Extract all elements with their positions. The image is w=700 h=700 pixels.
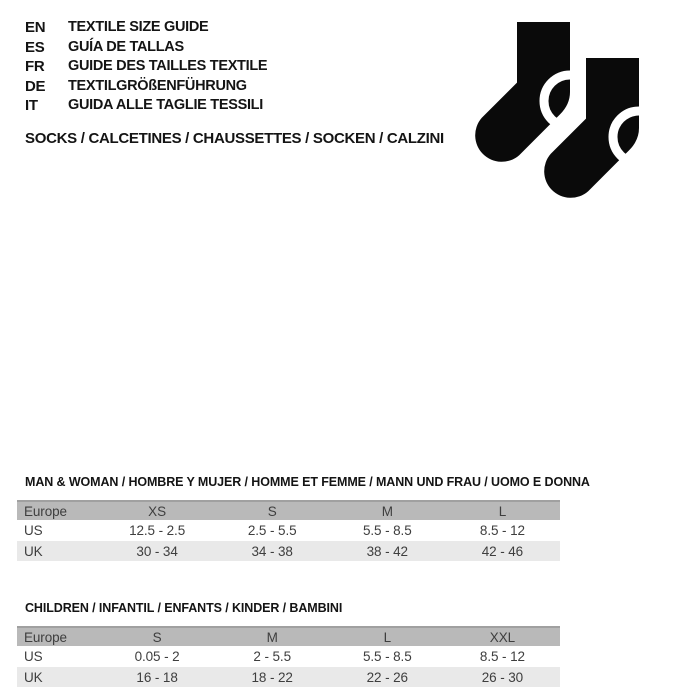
header-cell-s: S xyxy=(267,503,277,519)
language-row-en xyxy=(25,18,267,38)
table-row-uk xyxy=(17,541,560,561)
language-code: FR xyxy=(25,58,45,76)
category-title: SOCKS / CALCETINES / CHAUSSETTES / SOCKEN / CALZINI xyxy=(25,130,444,147)
language-list xyxy=(25,18,267,116)
language-title: TEXTILE SIZE GUIDE xyxy=(68,19,209,35)
header-cell-region: Europe xyxy=(24,503,67,519)
children-table-title: CHILDREN / INFANTIL / ENFANTS / KINDER / BAMBINI xyxy=(25,601,343,615)
socks-icon xyxy=(470,16,670,216)
table-row-us xyxy=(17,646,560,667)
man-woman-table-title: MAN & WOMAN / HOMBRE Y MUJER / HOMME ET FEMME / MANN UND FRAU / UOMO E DONNA xyxy=(25,475,590,489)
header-cell-l: L xyxy=(498,503,507,519)
children-section xyxy=(17,601,560,687)
region-cell: US xyxy=(24,523,43,538)
size-cell: 34 - 38 xyxy=(251,543,293,559)
language-row-de xyxy=(25,77,267,97)
children-size-table xyxy=(17,626,560,687)
language-code: EN xyxy=(25,19,46,36)
size-cell: 2 - 5.5 xyxy=(253,649,291,664)
header-cell-m: M xyxy=(266,629,278,645)
language-title: GUÍA DE TALLAS xyxy=(68,38,184,55)
size-cell: 30 - 34 xyxy=(136,543,178,559)
table-header-row xyxy=(17,626,560,646)
header-cell-m: M xyxy=(381,503,393,519)
language-row-fr xyxy=(25,57,267,77)
language-code: ES xyxy=(25,38,45,56)
language-title: GUIDE DES TAILLES TEXTILE xyxy=(68,58,268,75)
size-cell: 26 - 30 xyxy=(481,669,524,685)
language-row-it xyxy=(25,96,267,116)
size-cell: 22 - 26 xyxy=(366,669,408,685)
table-header-row xyxy=(17,500,560,520)
language-row-es xyxy=(25,38,267,58)
table-row-us xyxy=(17,520,560,541)
region-cell: UK xyxy=(24,543,43,559)
header-cell-s: S xyxy=(152,629,162,645)
size-cell: 0.05 - 2 xyxy=(134,649,180,664)
man-woman-section xyxy=(17,475,590,561)
size-cell: 38 - 42 xyxy=(366,543,408,559)
language-title: GUIDA ALLE TAGLIE TESSILI xyxy=(68,97,263,114)
language-title: TEXTILGRÖßENFÜHRUNG xyxy=(68,77,247,94)
size-cell: 42 - 46 xyxy=(481,543,524,559)
header-cell-xxl: XXL xyxy=(489,629,516,645)
size-cell: 8.5 - 12 xyxy=(479,649,525,664)
size-cell: 8.5 - 12 xyxy=(479,523,525,538)
header-cell-l: L xyxy=(383,629,392,645)
region-cell: UK xyxy=(24,669,43,685)
header-cell-region: Europe xyxy=(24,629,67,645)
size-cell: 2.5 - 5.5 xyxy=(247,523,297,538)
language-code: DE xyxy=(25,77,46,95)
header-cell-xs: XS xyxy=(148,503,166,519)
language-code: IT xyxy=(25,97,38,115)
size-cell: 5.5 - 8.5 xyxy=(362,649,412,664)
table-row-uk xyxy=(17,667,560,687)
size-cell: 18 - 22 xyxy=(251,669,293,685)
size-cell: 5.5 - 8.5 xyxy=(362,523,412,538)
region-cell: US xyxy=(24,649,43,664)
size-cell: 16 - 18 xyxy=(136,669,178,685)
man-woman-size-table xyxy=(17,500,560,561)
size-cell: 12.5 - 2.5 xyxy=(129,523,186,538)
